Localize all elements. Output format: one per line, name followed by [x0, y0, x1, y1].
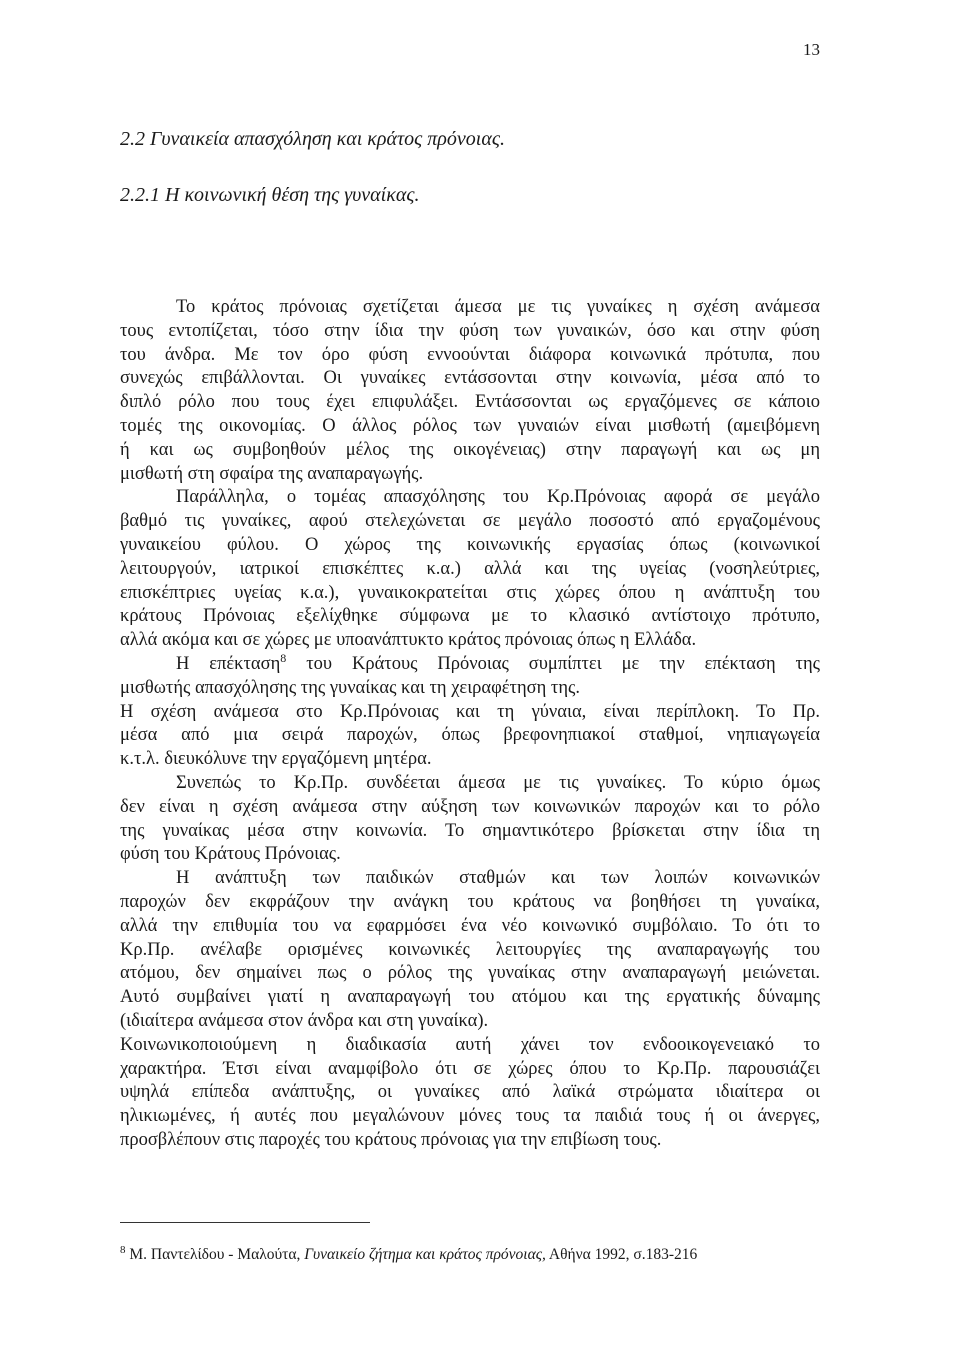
text-line: [120, 843, 820, 867]
text-line: [120, 677, 820, 701]
subsection-title: 2.2.1 Η κοινωνική θέση της γυναίκας.: [120, 184, 420, 206]
text-line: [120, 1034, 820, 1058]
text-line-content: υψηλά επίπεδα ανάπτυξης, οι γυναίκες από λαϊκά στρώματα ιδιαίτερα οι: [120, 1082, 820, 1103]
text-line-content: βαθμό τις γυναίκες, αφού στελεχώνεται σε μεγάλο ποσοστό από εργαζομένους: [120, 511, 820, 532]
text-line-content: Η επέκταση: [176, 653, 281, 674]
text-line: [120, 1081, 820, 1105]
text-line-content: επισκέπτριες υγείας κ.α.), γυναικοκρατείται στις χώρες όπου η ανάπτυξη του: [120, 582, 820, 603]
text-line-content: δεν είναι η σχέση ανάμεσα στην αύξηση των κοινωνικών παροχών και το ρόλο: [120, 796, 820, 817]
text-line-content: ή και ως συμβοηθούν μέλος της οικογένειας) στην παραγωγή και ως μη: [120, 439, 820, 460]
text-line-content: του άνδρα. Με τον όρο φύση εννοούνται διάφορα κοινωνικά πρότυπα, που: [120, 344, 820, 365]
text-line-content: (ιδιαίτερα ανάμεσα στον άνδρα και στη γυναίκα).: [120, 1010, 489, 1031]
text-line-content: Κρ.Πρ. ανέλαβε ορισμένες κοινωνικές λειτουργίες της αναπαραγωγής του: [120, 939, 820, 960]
text-line-content: μισθωτή στη σφαίρα της αναπαραγωγής.: [120, 463, 424, 484]
text-line: [120, 772, 820, 796]
text-line-content: Παράλληλα, ο τομέας απασχόλησης του Κρ.Πρόνοιας αφορά σε μεγάλο: [176, 487, 820, 508]
text-line-content: αλλά την επιθυμία του να εφαρμόσει ένα νέο κοινωνικό συμβόλαιο. Το ότι το: [120, 915, 820, 936]
text-line: [120, 534, 820, 558]
text-line: [120, 510, 820, 534]
text-line-content: κράτους Πρόνοιας εξελίχθηκε σύμφωνα με το κλασικό αντίστοιχο πρότυπο,: [120, 606, 820, 627]
text-line-content: ατόμου, δεν σημαίνει πως ο ρόλος της γυναίκας στην αναπαραγωγή μειώνεται.: [120, 963, 820, 984]
text-line-content: Αυτό συμβαίνει γιατί η αναπαραγωγή του ατόμου και της εργατικής δύναμης: [120, 987, 820, 1008]
text-line: [120, 629, 820, 653]
text-line: [120, 796, 820, 820]
text-line: [120, 605, 820, 629]
text-line-content: αλλά ακόμα και σε χώρες με υποανάπτυκτο κράτος πρόνοιας όπως η Ελλάδα.: [120, 630, 697, 651]
footnote-reference: 8: [280, 650, 287, 665]
text-line-content: της γυναίκας μέσα στην κοινωνία. Το σημαντικότερο βρίσκεται στην ίδια τη: [120, 820, 820, 841]
text-line-content: φύση του Κράτους Πρόνοιας.: [120, 844, 341, 865]
text-line: [120, 463, 820, 487]
text-line: [120, 748, 820, 772]
text-line-content: κ.τ.λ. διευκόλυνε την εργαζόμενη μητέρα.: [120, 749, 432, 770]
text-line: [120, 962, 820, 986]
text-line: [120, 320, 820, 344]
footnote-author: Μ. Παντελίδου - Μαλούτα,: [125, 1246, 305, 1264]
text-line-content: μέσα από μια σειρά παροχών, όπως βρεφονηπιακοί σταθμοί, νηπιαγωγεία: [120, 725, 820, 746]
text-line: [120, 367, 820, 391]
text-line: [120, 558, 820, 582]
text-line-content: Η σχέση ανάμεσα στο Κρ.Πρόνοιας και τη γύναια, είναι περίπλοκη. Το Πρ.: [120, 701, 820, 722]
text-line-content: Κοινωνικοποιούμενη η διαδικασία αυτή χάνει τον ενδοοικογενειακό το: [120, 1034, 820, 1055]
text-line-content: ηλικιωμένες, ή αυτές που μεγαλώνουν μόνες τους τα παιδιά τους ή οι άνεργες,: [120, 1106, 820, 1127]
page-number: 13: [803, 40, 820, 59]
text-line: [120, 939, 820, 963]
text-line: [120, 915, 820, 939]
footnote-marker: 8: [120, 1244, 126, 1256]
text-line: [120, 296, 820, 320]
text-line-content: χαρακτήρα. Έτσι είναι αναμφίβολο ότι σε χώρες όπου το Κρ.Πρ. παρουσιάζει: [120, 1058, 820, 1079]
text-line-content: προσβλέπουν στις παροχές του κράτους πρόνοιας για την επιβίωση τους.: [120, 1129, 662, 1150]
text-line-content: μισθωτής απασχόλησης της γυναίκας και τη χειραφέτηση της.: [120, 677, 580, 698]
text-line-content: γυναικείου φύλου. Ο χώρος της κοινωνικής εργασίας όπως (κοινωνικοί: [120, 534, 820, 555]
text-line-content: Η ανάπτυξη των παιδικών σταθμών και των λοιπών κοινωνικών: [176, 868, 820, 889]
section-title: 2.2 Γυναικεία απασχόληση και κράτος πρόνοιας.: [120, 128, 505, 150]
text-line: [120, 986, 820, 1010]
footnote-rule: [120, 1222, 370, 1223]
text-line: [120, 439, 820, 463]
text-line: [120, 582, 820, 606]
text-line-content: λειτουργούν, ιατρικοί επισκέπτες κ.α.) αλλά και της υγείας (νοσηλεύτριες,: [120, 558, 820, 579]
text-line: [120, 867, 820, 891]
text-line: [120, 1058, 820, 1082]
text-line: [120, 415, 820, 439]
text-line-content: Συνεπώς το Κρ.Πρ. συνδέεται άμεσα με τις γυναίκες. Το κύριο όμως: [176, 772, 820, 793]
text-line: [120, 486, 820, 510]
body-text: [120, 296, 820, 1153]
text-line: [120, 344, 820, 368]
text-line-content: διπλό ρόλο που τους έχει επιφυλάξει. Εντάσσονται ως εργαζόμενες σε κάποιο: [120, 392, 820, 413]
text-line-content: τομές της οικονομίας. Ο άλλος ρόλος των γυναιών είναι μισθωτή (αμειβόμενη: [120, 415, 820, 436]
text-line-content: τους εντοπίζεται, τόσο στην ίδια την φύση των γυναικών, όσο και στην φύση: [120, 320, 820, 341]
text-line-content: παροχών δεν εκφράζουν την ανάγκη του κράτους να βοηθήσει τη γυναίκα,: [120, 891, 820, 912]
text-line: [120, 1129, 820, 1153]
text-line: [120, 650, 820, 677]
text-line: [120, 724, 820, 748]
text-line: [120, 1010, 820, 1034]
text-line-content: συνεχώς επιβάλλονται. Οι γυναίκες εντάσσονται στην κοινωνία, μέσα από το: [120, 368, 820, 389]
footnote-rest: Αθήνα 1992, σ.183-216: [545, 1246, 698, 1264]
text-line-continuation: του Κράτους Πρόνοιας συμπίπτει με την επέκταση της: [286, 653, 820, 674]
text-line: [120, 820, 820, 844]
text-line: [120, 391, 820, 415]
footnote-title: Γυναικείο ζήτημα και κράτος πρόνοιας,: [304, 1246, 546, 1264]
text-line: [120, 701, 820, 725]
text-line: [120, 1105, 820, 1129]
footnote: [120, 1244, 697, 1264]
text-line: [120, 891, 820, 915]
text-line-content: Το κράτος πρόνοιας σχετίζεται άμεσα με τις γυναίκες η σχέση ανάμεσα: [176, 297, 820, 317]
